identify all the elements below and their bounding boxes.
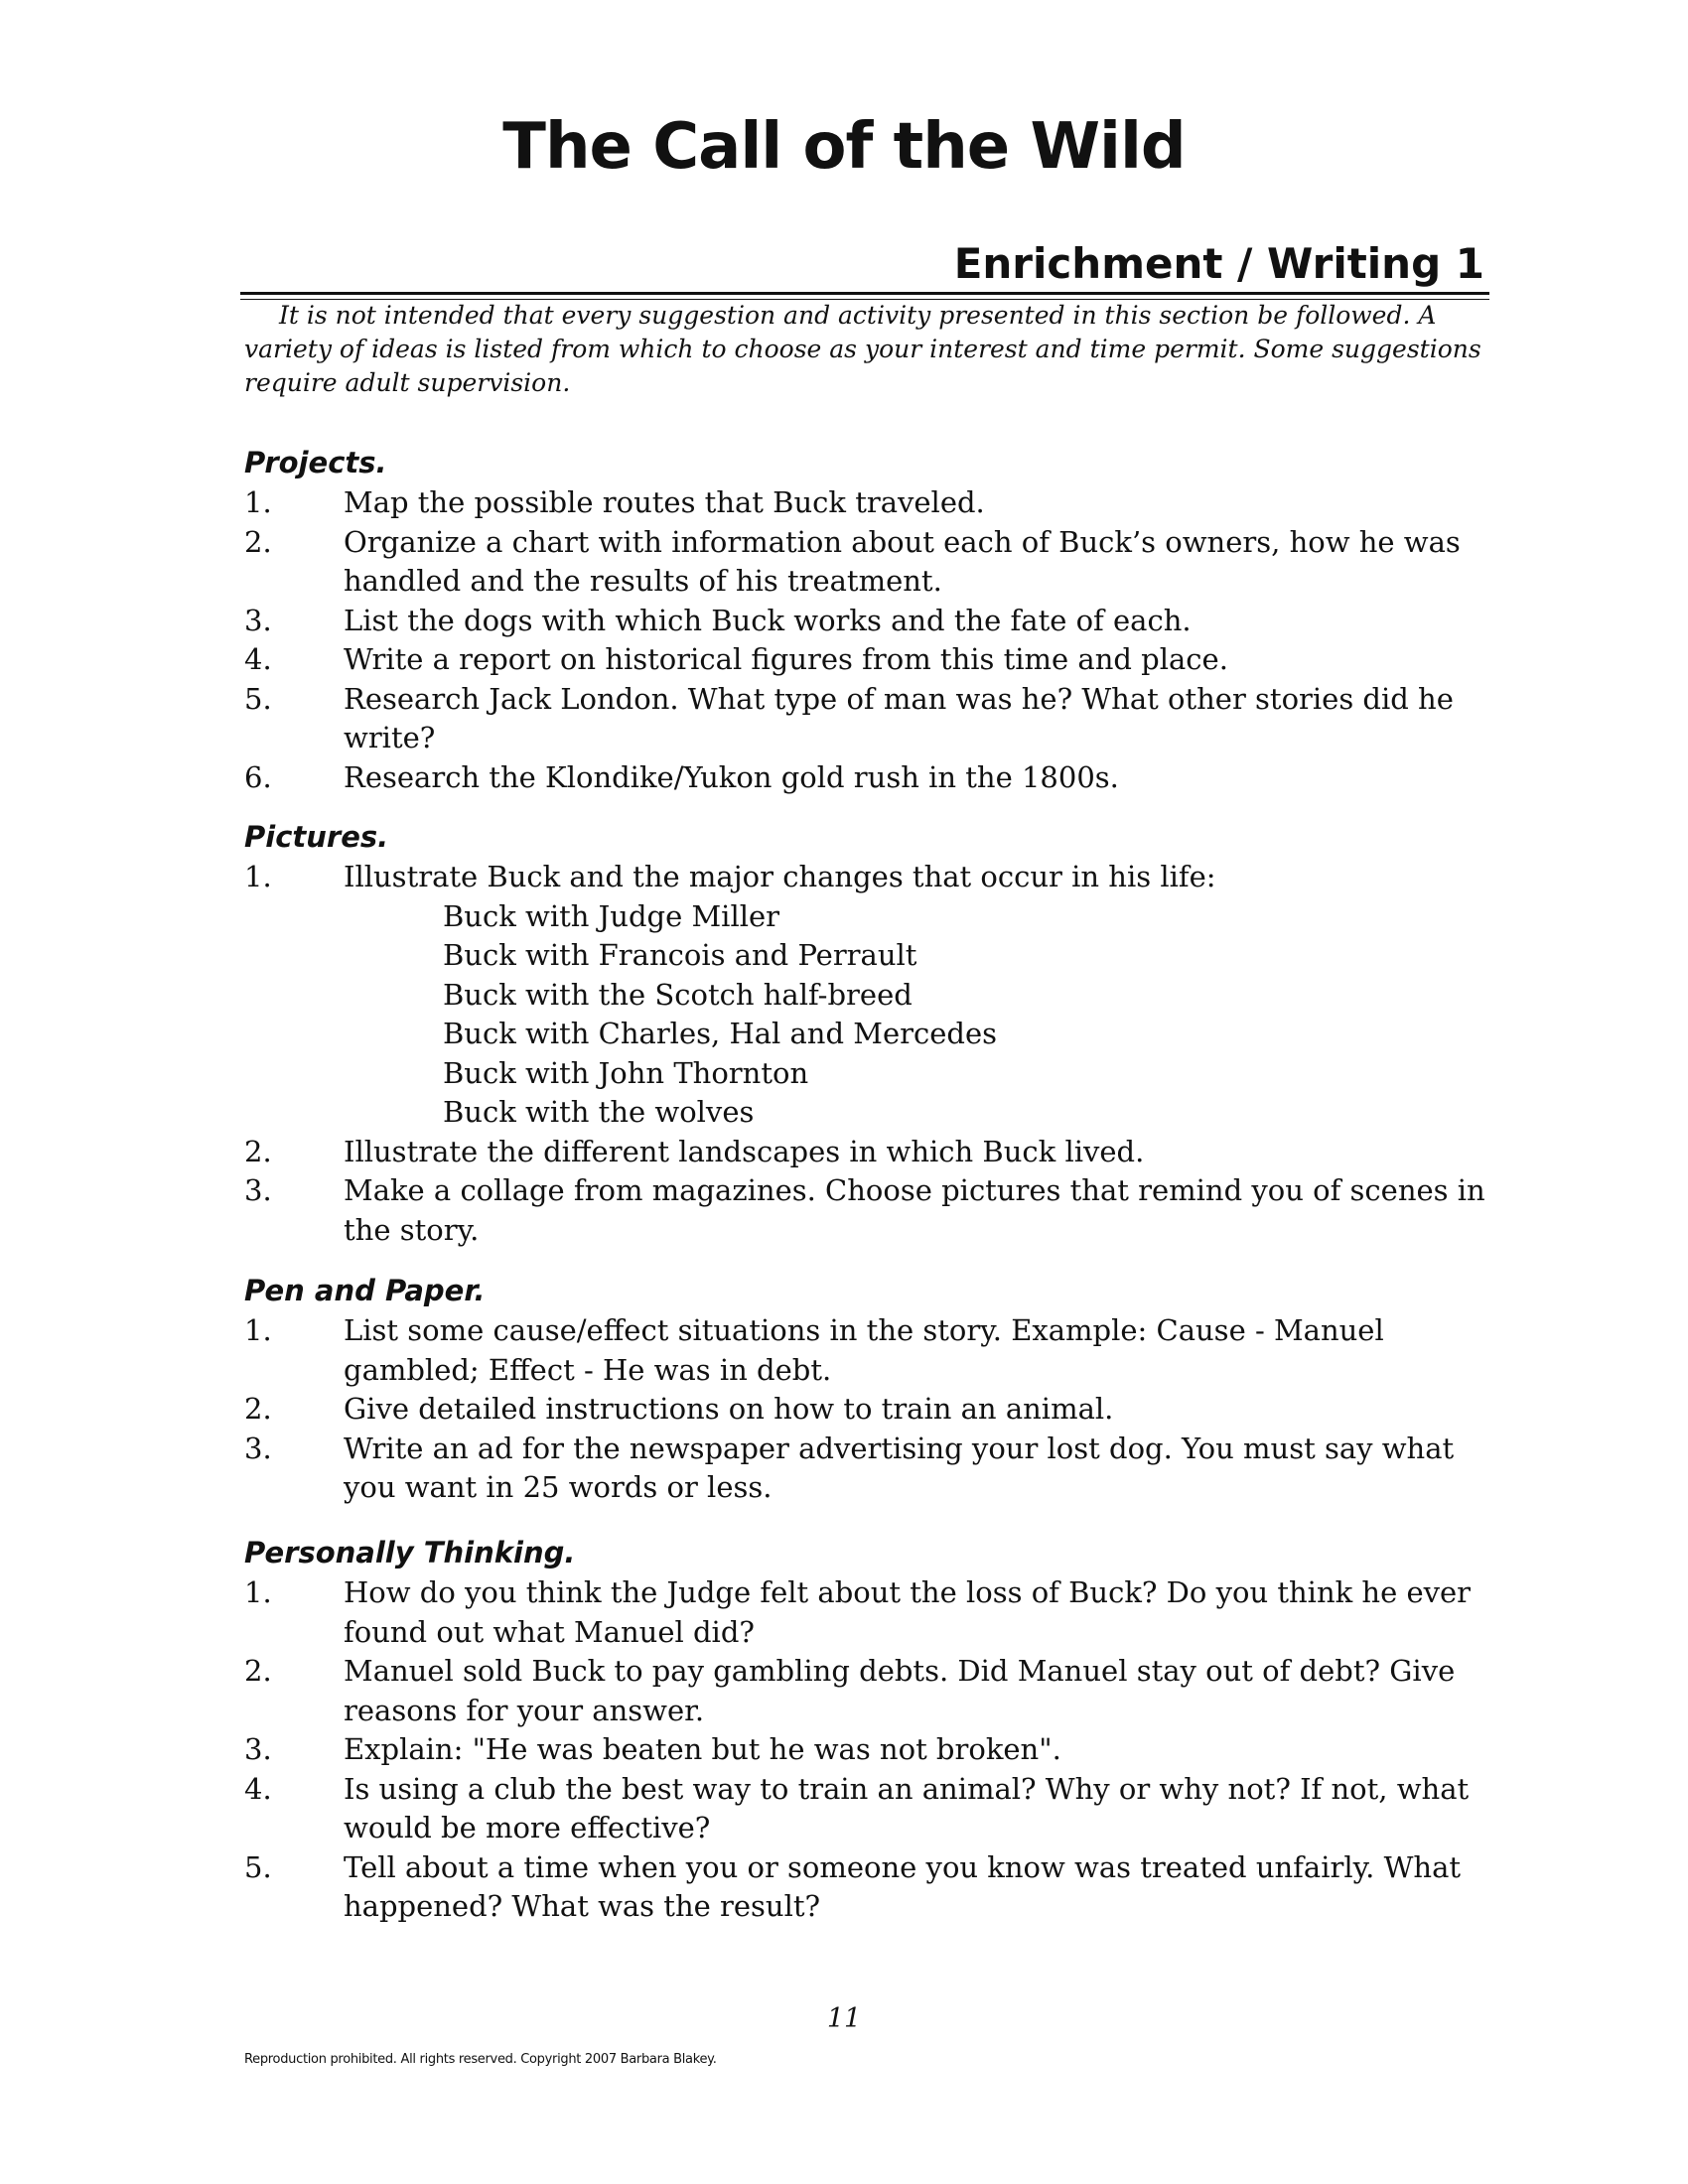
sub-item: Buck with Judge Miller bbox=[443, 898, 780, 933]
item-number: 2. bbox=[244, 1134, 272, 1168]
item-text: Write an ad for the newspaper advertising your lost dog. You must say what you want in 25 words or less. bbox=[344, 1431, 1455, 1504]
item-number: 2. bbox=[244, 1392, 272, 1426]
item-text: Is using a club the best way to train an animal? Why or why not? If not, what would be more effective? bbox=[344, 1771, 1470, 1844]
item-number: 6. bbox=[244, 759, 272, 794]
item-number: 5. bbox=[244, 1849, 272, 1884]
item-text: Illustrate the different landscapes in which Buck lived. bbox=[344, 1134, 1145, 1168]
item-text: Research Jack London. What type of man was he? What other stories did he write? bbox=[344, 681, 1454, 754]
item-text: Map the possible routes that Buck traveled. bbox=[344, 485, 985, 519]
projects-heading: Projects. bbox=[244, 446, 387, 479]
item-text: Research the Klondike/Yukon gold rush in the 1800s. bbox=[344, 759, 1119, 794]
item-text: Give detailed instructions on how to train an animal. bbox=[344, 1392, 1114, 1426]
item-text: Explain: "He was beaten but he was not broken". bbox=[344, 1732, 1061, 1766]
copyright-footer: Reproduction prohibited. All rights reserved. Copyright 2007 Barbara Blakey. bbox=[244, 2052, 717, 2067]
sub-item: Buck with Charles, Hal and Mercedes bbox=[443, 1017, 997, 1050]
item-text: Illustrate Buck and the major changes that occur in his life: bbox=[344, 860, 1216, 893]
pen-and-paper-list bbox=[244, 1311, 1505, 1508]
title-rule-thick bbox=[240, 292, 1489, 295]
list-item bbox=[244, 1430, 1505, 1508]
list-item bbox=[244, 1390, 1505, 1430]
item-text: Write a report on historical figures from this time and place. bbox=[344, 642, 1228, 676]
item-number: 2. bbox=[244, 1654, 272, 1688]
item-number: 3. bbox=[244, 603, 272, 637]
sub-item: Buck with John Thornton bbox=[443, 1055, 809, 1090]
item-text: Organize a chart with information about each of Buck’s owners, how he was handled and the results of his treatment. bbox=[344, 524, 1461, 598]
item-text: Tell about a time when you or someone you know was treated unfairly. What happened? What was the result? bbox=[344, 1849, 1462, 1923]
personally-thinking-list bbox=[244, 1573, 1505, 1927]
sub-item: Buck with the wolves bbox=[443, 1095, 755, 1129]
sub-item: Buck with Francois and Perrault bbox=[443, 938, 917, 972]
item-number: 1. bbox=[244, 860, 272, 893]
list-item bbox=[244, 858, 1505, 897]
item-number: 4. bbox=[244, 1771, 272, 1806]
item-number: 5. bbox=[244, 681, 272, 716]
item-text: List some cause/effect situations in the story. Example: Cause - Manuel gambled; Effect - He was in debt. bbox=[344, 1313, 1384, 1387]
pen-and-paper-heading: Pen and Paper. bbox=[244, 1274, 486, 1307]
item-text: List the dogs with which Buck works and the fate of each. bbox=[344, 603, 1192, 637]
item-number: 1. bbox=[244, 485, 272, 519]
intro-paragraph: It is not intended that every suggestion and activity presented in this section be followed. A variety of ideas is listed from which to choose as your interest and time permit. Some suggestions require adult supervision. bbox=[244, 301, 1481, 397]
pictures-heading: Pictures. bbox=[244, 820, 389, 854]
list-item bbox=[244, 1573, 1505, 1652]
sub-item: Buck with the Scotch half-breed bbox=[443, 977, 913, 1012]
list-item bbox=[244, 640, 1505, 680]
list-item bbox=[244, 680, 1505, 758]
item-text: Make a collage from magazines. Choose pictures that remind you of scenes in the story. bbox=[344, 1173, 1485, 1247]
item-text: How do you think the Judge felt about the loss of Buck? Do you think he ever found out what Manuel did? bbox=[344, 1575, 1472, 1649]
list-item bbox=[244, 1770, 1505, 1848]
list-item bbox=[244, 1171, 1505, 1250]
list-item bbox=[244, 1652, 1505, 1730]
page-title: The Call of the Wild bbox=[502, 110, 1186, 184]
item-number: 1. bbox=[244, 1575, 272, 1609]
item-number: 1. bbox=[244, 1313, 272, 1347]
list-item bbox=[244, 1848, 1505, 1927]
item-number: 3. bbox=[244, 1431, 272, 1465]
item-text: Manuel sold Buck to pay gambling debts. Did Manuel stay out of debt? Give reasons for your answer. bbox=[344, 1654, 1456, 1727]
section-title: Enrichment / Writing 1 bbox=[953, 239, 1484, 288]
list-item bbox=[244, 1311, 1505, 1390]
item-number: 3. bbox=[244, 1732, 272, 1766]
list-item bbox=[244, 758, 1505, 798]
item-number: 4. bbox=[244, 642, 272, 676]
item-number: 2. bbox=[244, 524, 272, 559]
personally-thinking-heading: Personally Thinking. bbox=[244, 1536, 576, 1570]
page-number: 11 bbox=[826, 2003, 862, 2034]
list-item bbox=[244, 523, 1505, 602]
pictures-list bbox=[244, 858, 1505, 1250]
projects-list bbox=[244, 483, 1505, 797]
list-item bbox=[244, 483, 1505, 523]
list-item bbox=[244, 602, 1505, 641]
item-number: 3. bbox=[244, 1173, 272, 1207]
list-item bbox=[244, 1730, 1505, 1770]
list-item bbox=[244, 1133, 1505, 1172]
